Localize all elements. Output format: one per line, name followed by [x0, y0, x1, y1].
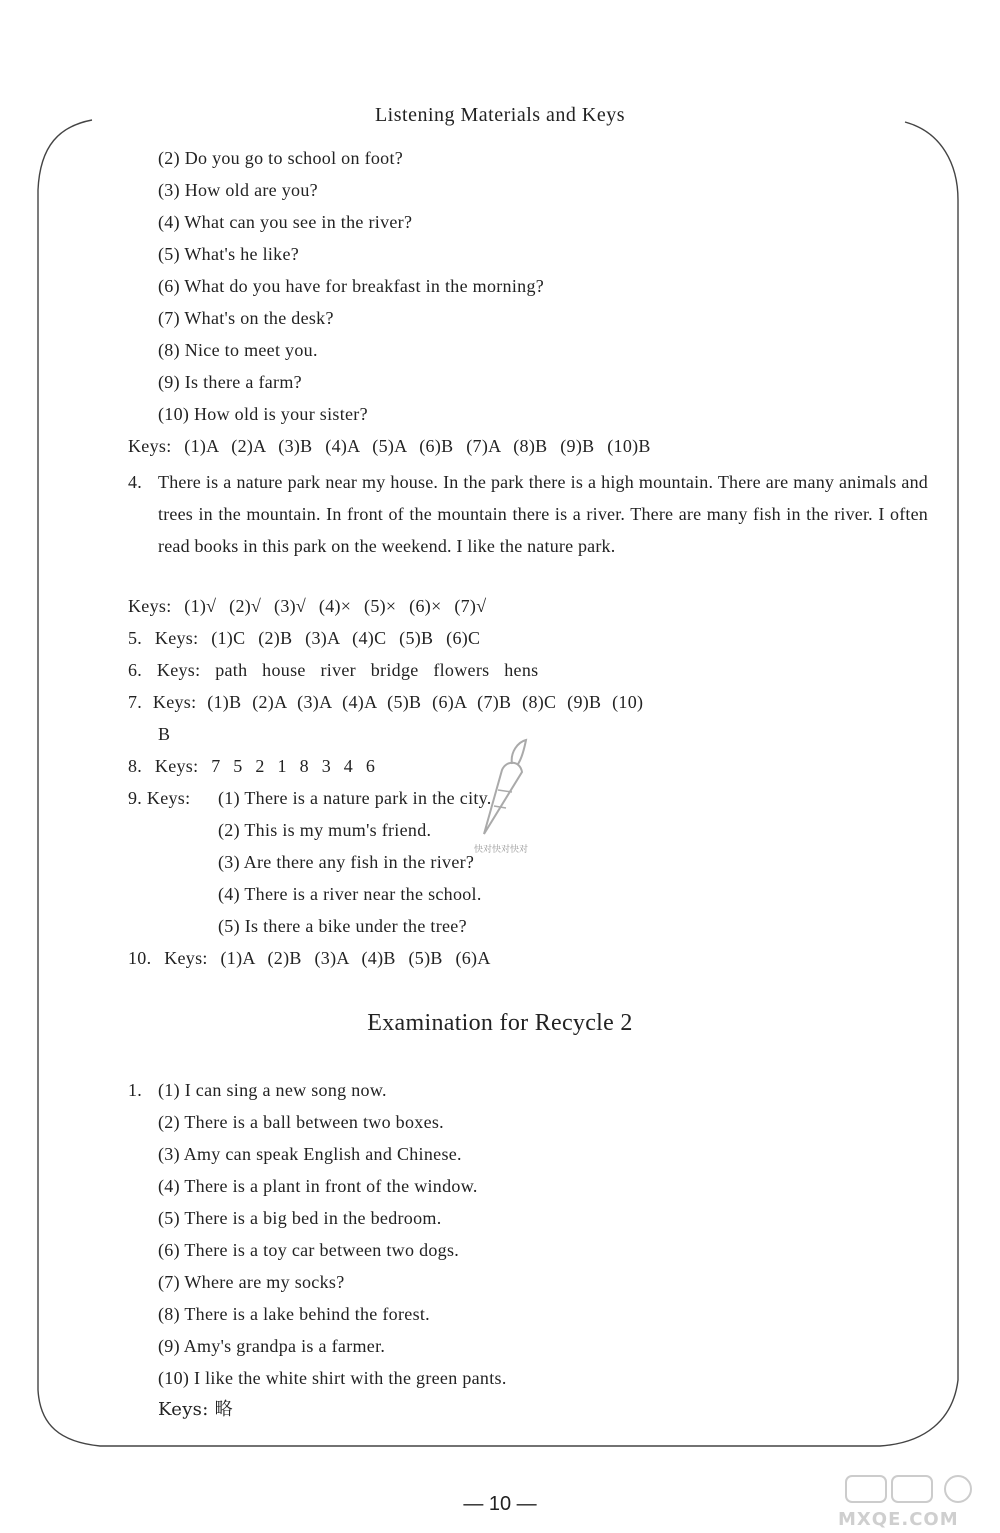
- carrot-watermark-icon: [462, 734, 542, 844]
- answer-line: (3) Are there any fish in the river?: [218, 852, 475, 872]
- exam-item: (9) Amy's grandpa is a farmer.: [158, 1336, 386, 1356]
- passage: [128, 466, 928, 562]
- exam-item: (4) There is a plant in front of the window.: [158, 1176, 478, 1196]
- item-number: 1.: [128, 1080, 143, 1100]
- exam-item: (2) There is a ball between two boxes.: [158, 1112, 444, 1132]
- exam-item: (8) There is a lake behind the forest.: [158, 1304, 430, 1324]
- exam-item: (7) Where are my socks?: [158, 1272, 345, 1292]
- watermark-text: 快对快对快对: [474, 845, 529, 855]
- question-line: (5) What's he like?: [158, 244, 300, 264]
- keys-label: 9. Keys:: [128, 788, 191, 808]
- keys-line: 7. Keys: (1)B (2)A (3)A (4)A (5)B (6)A (7)B (8)C (9)B (10): [128, 692, 644, 712]
- passage-text: There is a nature park near my house. In the park there is a high mountain. There are many animals and trees in the mountain. In front of the mountain there is a river. There are many fish in the river. I often read books in this park on the weekend. I like the nature park.: [158, 472, 928, 556]
- exam-item: (10) I like the white shirt with the green pants.: [158, 1368, 507, 1388]
- exam-item: (3) Amy can speak English and Chinese.: [158, 1144, 462, 1164]
- page-number: — 10 —: [463, 1493, 537, 1515]
- keys-line: Keys: (1)A (2)A (3)B (4)A (5)A (6)B (7)A (8)B (9)B (10)B: [128, 436, 651, 456]
- keys-line: Keys: 略: [158, 1399, 233, 1420]
- answer-line: (1) There is a nature park in the city.: [218, 788, 492, 808]
- answer-line: (2) This is my mum's friend.: [218, 820, 432, 840]
- question-line: (8) Nice to meet you.: [158, 340, 318, 360]
- exam-item: (1) I can sing a new song now.: [158, 1080, 387, 1100]
- keys-line: Keys: (1)√ (2)√ (3)√ (4)× (5)× (6)× (7)√: [128, 596, 487, 616]
- logo-icon: [838, 1474, 988, 1504]
- question-line: (7) What's on the desk?: [158, 308, 334, 328]
- answer-line: (4) There is a river near the school.: [218, 884, 482, 904]
- question-line: (10) How old is your sister?: [158, 404, 368, 424]
- question-line: (4) What can you see in the river?: [158, 212, 413, 232]
- keys-line: 8. Keys: 7 5 2 1 8 3 4 6: [128, 756, 376, 776]
- question-line: (9) Is there a farm?: [158, 372, 302, 392]
- exam-item: (6) There is a toy car between two dogs.: [158, 1240, 460, 1260]
- section-title: Examination for Recycle 2: [367, 1010, 633, 1036]
- keys-line: 5. Keys: (1)C (2)B (3)A (4)C (5)B (6)C: [128, 628, 481, 648]
- keys-line: 10. Keys: (1)A (2)B (3)A (4)B (5)B (6)A: [128, 948, 491, 968]
- running-header: Listening Materials and Keys: [374, 104, 626, 126]
- question-line: (6) What do you have for breakfast in the morning?: [158, 276, 545, 296]
- site-logo: [838, 1474, 988, 1530]
- item-number: 4.: [128, 472, 142, 492]
- answer-line: (5) Is there a bike under the tree?: [218, 916, 467, 936]
- keys-continuation: B: [158, 724, 171, 744]
- exam-item: (5) There is a big bed in the bedroom.: [158, 1208, 442, 1228]
- question-line: (2) Do you go to school on foot?: [158, 148, 404, 168]
- question-line: (3) How old are you?: [158, 180, 318, 200]
- keys-line: 6. Keys: path house river bridge flowers hens: [128, 660, 539, 680]
- logo-text: MXQE.COM: [838, 1509, 959, 1530]
